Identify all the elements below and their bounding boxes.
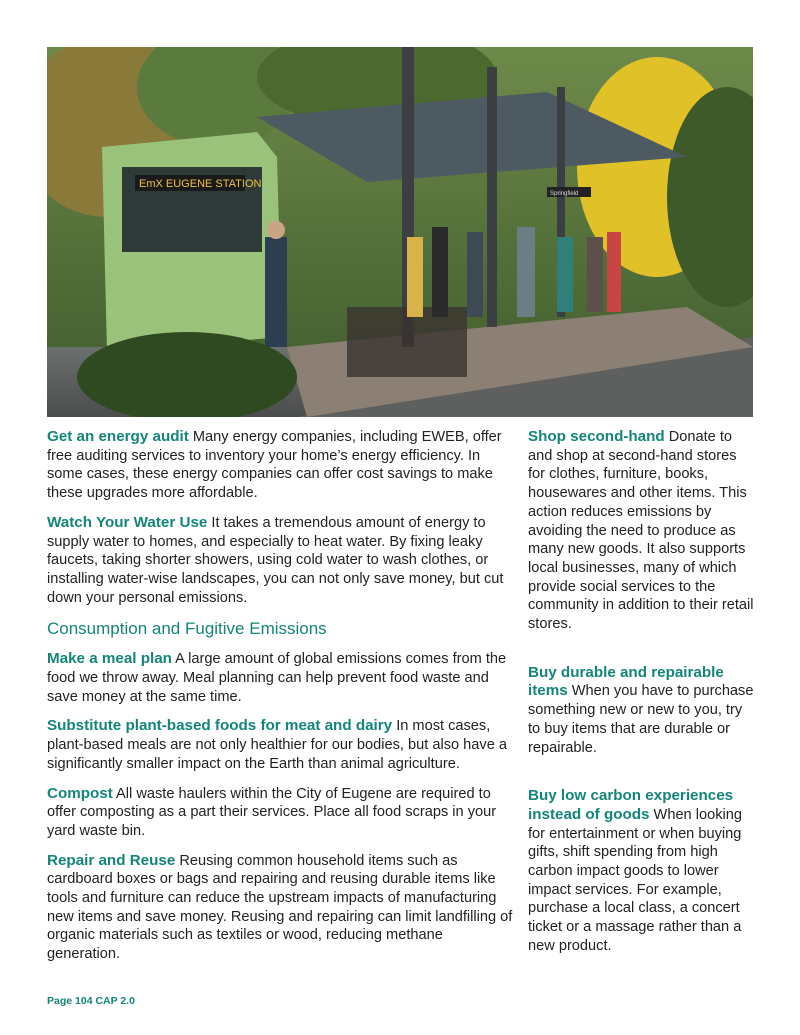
tip-plant-based: [47, 717, 513, 773]
left-column: [47, 428, 513, 975]
tip-body: All waste haulers within the City of Eugene are required to offer composting as a part their services. Place all food scraps in your yard waste bin.: [47, 785, 497, 839]
tip-heading: Compost: [47, 784, 113, 802]
tip-repair-reuse: [47, 852, 513, 964]
tip-durable: [528, 664, 756, 758]
tip-heading: Buy durable and repairable items: [528, 663, 724, 700]
tip-meal-plan: [47, 650, 513, 706]
bus-station-photo: [47, 47, 753, 417]
tip-compost: [47, 785, 513, 841]
tip-body: Reusing common household items such as cardboard boxes or bags and repairing and reusing durable items like tools and furniture can reduce the upstream impacts of manufacturing new items and save money. Reusing and repairing can limit landfilling of organic materials such as textiles or wood, reducing methane generation.: [47, 852, 513, 963]
tip-heading: Make a meal plan: [47, 650, 172, 668]
tip-water-use: [47, 514, 513, 608]
tip-body: Donate to and shop at second-hand stores for clothes, furniture, books, housewares and other items. This action reduces emissions by avoiding the need to produce as many new goods. It also supports local businesses, many of which provide social services to the community in addition to their retail stores.: [528, 429, 754, 633]
tip-experiences: [528, 787, 756, 955]
stop-sign-text: Springfield: [550, 191, 579, 197]
tip-energy-audit: [47, 428, 513, 503]
tip-heading: Buy low carbon experiences instead of goods: [528, 787, 734, 823]
tip-heading: Repair and Reuse: [47, 851, 176, 869]
tip-heading: Substitute plant-based foods for meat and dairy: [47, 717, 393, 735]
tip-body: When looking for entertainment or when buying gifts, shift spending from high carbon impact goods to lower impact services. For example, purchase a local class, a concert ticket or a massage rather than a new product.: [528, 806, 742, 954]
tip-heading: Get an energy audit: [47, 428, 189, 445]
section-title: Consumption and Fugitive Emissions: [47, 619, 327, 639]
tip-body: It takes a tremendous amount of energy to supply water to homes, and especially to heat water. By fixing leaky faucets, taking shorter showers, using cold water to wash clothes, or installing water-wise landscapes, you can not only save money, but cut down your personal emissions.: [47, 514, 504, 606]
bus-sign-text: EmX EUGENE STATION: [139, 178, 262, 190]
tip-body: When you have to purchase something new or new to you, try to buy items that are durable or repairable.: [528, 683, 754, 756]
tip-second-hand: [528, 428, 756, 634]
tip-heading: Watch Your Water Use: [47, 513, 208, 531]
tip-body: A large amount of global emissions comes from the food we throw away. Meal planning can help prevent food waste and save money at the same time.: [47, 651, 507, 705]
tip-heading: Shop second-hand: [528, 428, 665, 445]
tip-body: Many energy companies, including EWEB, offer free auditing services to inventory your home’s energy efficiency. In some cases, these energy companies can offer cost savings to make these upgrades more affordable.: [47, 429, 502, 502]
page-footer: Page 104 CAP 2.0: [47, 995, 135, 1007]
right-column: [528, 428, 756, 967]
bus-station-photo-icon: [47, 47, 753, 417]
tip-body: In most cases, plant-based meals are not only healthier for our bodies, but also have a significantly smaller impact on the Earth than animal agriculture.: [47, 718, 507, 772]
